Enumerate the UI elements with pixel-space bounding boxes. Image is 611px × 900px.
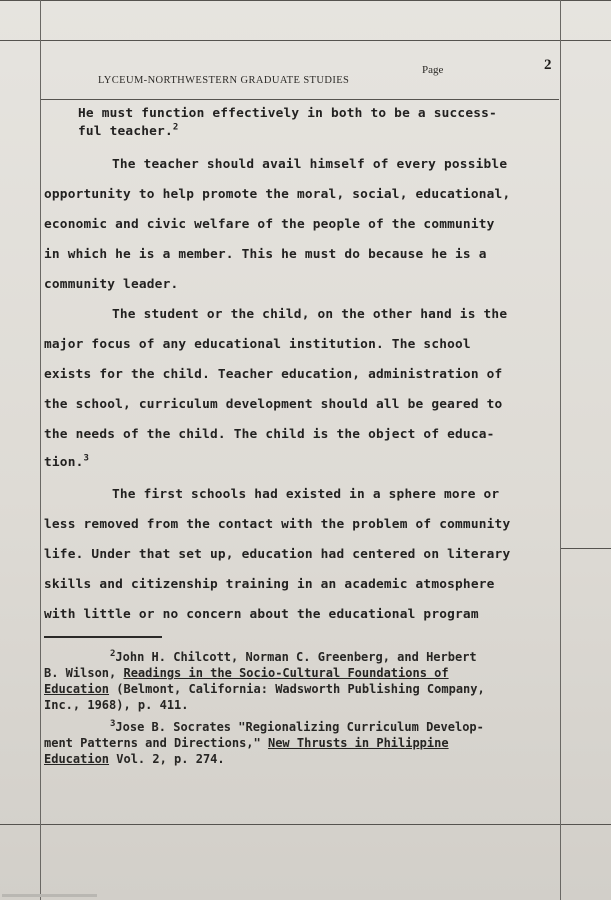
text-line: in which he is a member. This he must do because he is a [44, 247, 487, 262]
text-line: ful teacher.$^2$ [78, 122, 179, 139]
page-number: 2 [544, 57, 552, 73]
scan-edge-mark [2, 894, 97, 897]
document-page: LYCEUM-NORTHWESTERN GRADUATE STUDIES Page 2 He must function effectively in both to be a success- ful teacher.$^2$ The teacher should avail himself of every possible opportunity to help promote the moral, social, educational, economic and civic welfare of the people of the community in which he is a member. This he must do because he is a community leader. The student or the child, on the other hand is the major focus of any educational institution. The school exists for the child. Teacher education, administration of the school, curriculum development should all be geared to the needs of the child. The child is the object of educa- tion.$^3$ The first schools had existed in a sphere more or less removed from the contact with the problem of community life. Under that set up, education had centered on literary skills and citizenship training in an academic atmosphere with little or no concern about the educational program $^2$John H. Chilcott, Norman C. Greenberg, and Herbert B. Wilson, Readings in the Socio-Cultural Foundations of Education (Belmont, California: Wadsworth Publishing Company, Inc., 1968), p. 411. $^3$Jose B. Socrates "Regionalizing Curriculum Develop- ment Patterns and Directions," New Thrusts in Philippine Education Vol. 2, p. 274. [0, 0, 611, 900]
header-top-rule [0, 40, 611, 41]
book-title: New Thrusts in Philippine [267, 736, 449, 750]
header-bottom-rule [40, 99, 559, 100]
footnote-ref: 2 [172, 122, 179, 133]
text-line: The first schools had existed in a sphere more or [112, 487, 500, 502]
footnote-ref: 3 [83, 453, 90, 464]
footnote-number: 2 [110, 649, 116, 659]
text-line: less removed from the contact with the problem of community [44, 517, 511, 532]
text-line: economic and civic welfare of the people of the community [44, 217, 495, 232]
book-title: Readings in the Socio-Cultural Foundations of [123, 666, 449, 680]
text-line: tion.$^3$ [44, 453, 90, 470]
text-line: major focus of any educational institution. The school [44, 337, 471, 352]
institution-name: LYCEUM-NORTHWESTERN GRADUATE STUDIES [98, 75, 350, 86]
top-rule [0, 0, 611, 1]
bottom-rule [0, 824, 611, 825]
right-margin-rule [560, 0, 561, 900]
book-title: Education [44, 682, 110, 696]
text-line: life. Under that set up, education had centered on literary [44, 547, 511, 562]
text-line: The teacher should avail himself of every possible [112, 157, 508, 172]
footnote-separator [44, 636, 162, 638]
text-line: The student or the child, on the other hand is the [112, 307, 508, 322]
footnote-number: 3 [110, 719, 116, 729]
text-line: community leader. [44, 277, 179, 292]
text-line: with little or no concern about the educational program [44, 607, 479, 622]
left-margin-rule [40, 0, 41, 900]
page-header [98, 57, 561, 88]
book-title: Education [44, 752, 110, 766]
text-line: the needs of the child. The child is the object of educa- [44, 427, 495, 442]
text-line: He must function effectively in both to be a success- [78, 106, 497, 121]
text-line: opportunity to help promote the moral, social, educational, [44, 187, 511, 202]
text-line: exists for the child. Teacher education, administration of [44, 367, 503, 382]
right-margin-tick [560, 548, 611, 549]
page-label: Page [422, 64, 444, 76]
text-line: skills and citizenship training in an academic atmosphere [44, 577, 495, 592]
text-line: the school, curriculum development should all be geared to [44, 397, 503, 412]
